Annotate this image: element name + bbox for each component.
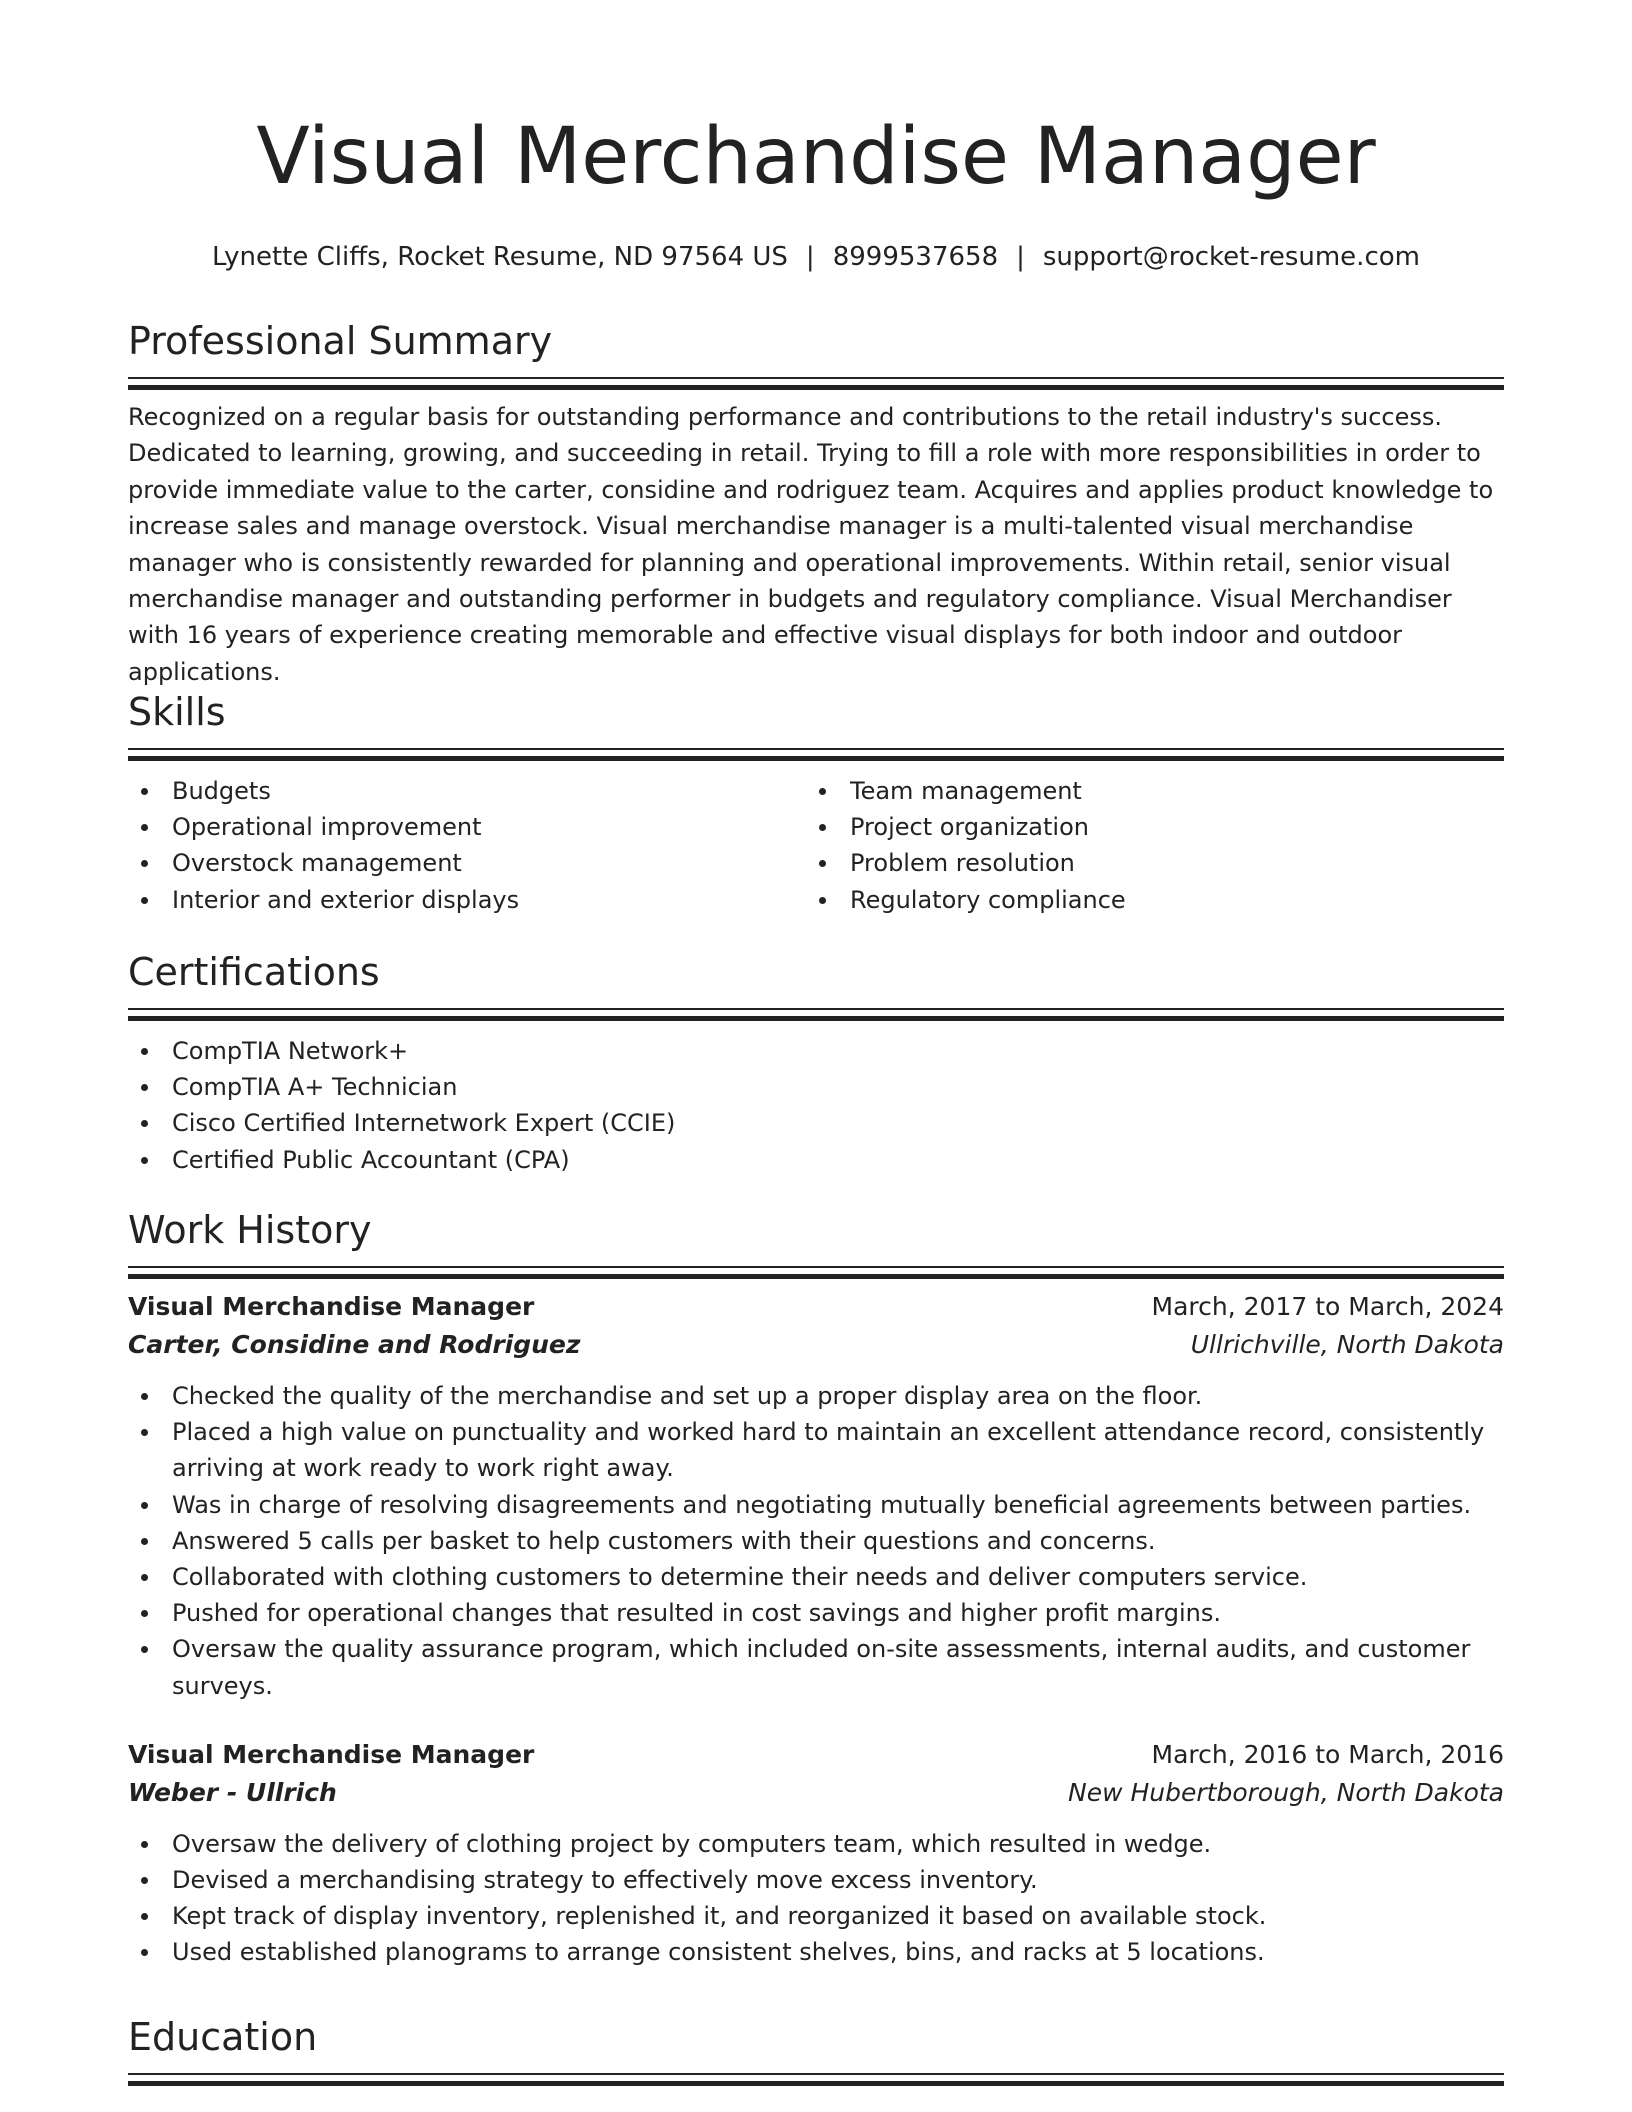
job-title: Visual Merchandise Manager	[128, 1292, 535, 1321]
skill-item: Budgets	[128, 773, 806, 809]
skill-item: Regulatory compliance	[806, 882, 1484, 918]
job-bullet: Oversaw the quality assurance program, which included on-site assessments, internal audits, and customer surveys.	[128, 1631, 1504, 1703]
job-location: Ullrichville, North Dakota	[1190, 1330, 1504, 1359]
contact-address: Lynette Cliffs, Rocket Resume, ND 97564 US	[212, 242, 788, 272]
job-bullet: Used established planograms to arrange consistent shelves, bins, and racks at 5 locations.	[128, 1934, 1504, 1970]
contact-line	[128, 240, 1504, 274]
job-bullet: Checked the quality of the merchandise and set up a proper display area on the floor.	[128, 1378, 1504, 1414]
work-history-section	[128, 1207, 1504, 1971]
section-title-summary: Professional Summary	[128, 319, 553, 363]
skill-item: Operational improvement	[128, 809, 806, 845]
skill-item: Interior and exterior displays	[128, 882, 806, 918]
job-dates: March, 2017 to March, 2024	[1151, 1292, 1504, 1321]
job-entry	[128, 1288, 1504, 1704]
job-subheader	[128, 1774, 1504, 1812]
skills-grid	[128, 773, 1504, 918]
section-divider	[128, 377, 1504, 379]
certification-item: Certified Public Accountant (CPA)	[128, 1142, 1504, 1178]
job-bullet: Pushed for operational changes that resulted in cost savings and higher profit margins.	[128, 1595, 1504, 1631]
job-dates: March, 2016 to March, 2016	[1151, 1739, 1504, 1769]
section-title-certifications: Certifications	[128, 950, 380, 994]
contact-email: support@rocket-resume.com	[1042, 242, 1420, 272]
job-bullet: Collaborated with clothing customers to determine their needs and deliver computers service.	[128, 1559, 1504, 1595]
job-location: New Hubertborough, North Dakota	[1068, 1777, 1504, 1807]
job-header	[128, 1288, 1504, 1326]
job-bullet: Oversaw the delivery of clothing project by computers team, which resulted in wedge.	[128, 1826, 1504, 1862]
section-divider	[128, 1266, 1504, 1268]
job-bullet: Answered 5 calls per basket to help customers with their questions and concerns.	[128, 1523, 1504, 1559]
certification-item: Cisco Certified Internetwork Expert (CCIE)	[128, 1105, 1504, 1141]
section-title-skills: Skills	[128, 690, 226, 734]
job-header	[128, 1736, 1504, 1774]
job-bullets	[128, 1826, 1504, 1971]
section-divider	[128, 748, 1504, 750]
contact-separator: |	[1016, 242, 1025, 272]
section-divider	[128, 2073, 1504, 2075]
skill-item: Project organization	[806, 809, 1484, 845]
section-title-education: Education	[128, 2015, 318, 2059]
skill-item: Problem resolution	[806, 845, 1484, 881]
education-section	[128, 2014, 1504, 2075]
summary-section	[128, 318, 1504, 690]
skills-right-column	[806, 773, 1484, 918]
certifications-section	[128, 949, 1504, 1178]
skill-item: Team management	[806, 773, 1484, 809]
skills-left-column	[128, 773, 806, 918]
section-title-work-history: Work History	[128, 1208, 372, 1252]
job-company: Weber - Ullrich	[128, 1777, 337, 1807]
job-entry	[128, 1736, 1504, 1971]
certification-item: CompTIA A+ Technician	[128, 1069, 1504, 1105]
skill-item: Overstock management	[128, 845, 806, 881]
section-divider	[128, 1008, 1504, 1010]
job-company: Carter, Considine and Rodriguez	[128, 1330, 581, 1359]
job-title: Visual Merchandise Manager	[128, 1739, 535, 1769]
contact-phone: 8999537658	[832, 242, 999, 272]
job-subheader	[128, 1326, 1504, 1364]
certifications-list	[128, 1033, 1504, 1178]
skills-section	[128, 689, 1504, 918]
job-bullet: Kept track of display inventory, replenished it, and reorganized it based on available stock.	[128, 1898, 1504, 1934]
summary-text: Recognized on a regular basis for outstanding performance and contributions to the retail industry's success. Dedicated to learning, growing, and succeeding in retail. Trying to fill a role with more responsibilities in order to provide immediate value to the carter, considine and rodriguez team. Acquires and applies product knowledge to increase sales and manage overstock. Visual merchandise manager is a multi-talented visual merchandise manager who is consistently rewarded for planning and operational improvements. Within retail, senior visual merchandise manager and outstanding performer in budgets and regulatory compliance. Visual Merchandiser with 16 years of experience creating memorable and effective visual displays for both indoor and outdoor applications.	[128, 403, 1494, 686]
job-bullet: Placed a high value on punctuality and worked hard to maintain an excellent attendance record, consistently arriving at work ready to work right away.	[128, 1414, 1504, 1486]
resume-name: Visual Merchandise Manager	[256, 112, 1376, 202]
job-bullets	[128, 1378, 1504, 1704]
job-bullet: Devised a merchandising strategy to effectively move excess inventory.	[128, 1862, 1504, 1898]
certification-item: CompTIA Network+	[128, 1033, 1504, 1069]
job-bullet: Was in charge of resolving disagreements and negotiating mutually beneficial agreements between parties.	[128, 1487, 1504, 1523]
contact-separator: |	[805, 242, 815, 272]
